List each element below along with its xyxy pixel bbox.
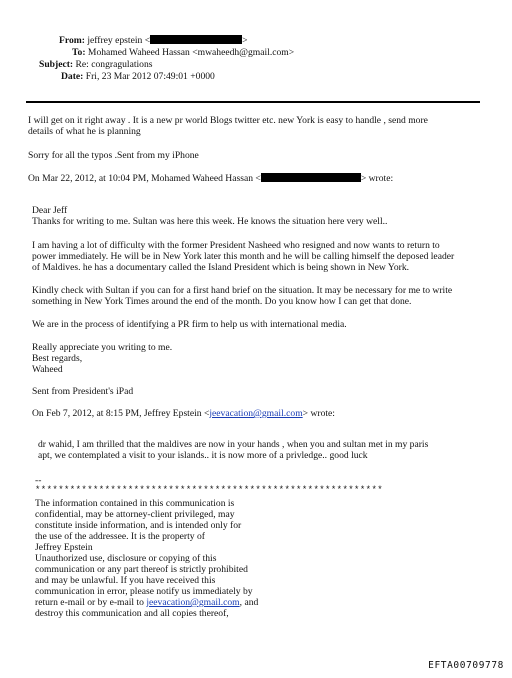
header-divider — [26, 101, 480, 103]
separator-dashes: -- — [35, 475, 42, 486]
epstein-body-line-2: apt, we contemplated a visit to your islands.. it is now more of a privledge.. good luck — [38, 450, 368, 461]
closing-line-1: Really appreciate you writing to me. — [32, 342, 173, 353]
to-value: Mohamed Waheed Hassan <mwaheedh@gmail.com> — [87, 47, 295, 58]
disclaimer-line: confidential, may be attorney-client privileged, may — [35, 509, 235, 520]
disclaimer-link-post: , and — [239, 597, 259, 608]
date-row — [61, 71, 215, 83]
redaction-bar — [261, 173, 361, 182]
epstein-body-line-1: dr wahid, I am thrilled that the maldives are now in your hands , when you and sultan met in my paris — [38, 439, 429, 450]
disclaimer-line: and may be unlawful. If you have received this — [35, 575, 216, 586]
epstein-quote-intro — [32, 408, 484, 419]
quote-intro — [28, 173, 480, 184]
closing-line-2: Best regards, — [32, 353, 83, 364]
separator-stars: ************************************************************ — [35, 485, 384, 495]
date-value: Fri, 23 Mar 2012 07:49:01 +0000 — [85, 71, 215, 82]
disclaimer-final-line: destroy this communication and all copies thereof, — [35, 608, 229, 619]
epstein-intro-post: > wrote: — [302, 408, 335, 419]
closing-line-3: Waheed — [32, 364, 63, 375]
reply-line-1: I will get on it right away . It is a new pr world Blogs twitter etc. new York is easy to handle , send more — [28, 115, 428, 126]
disclaimer-line: Jeffrey Epstein — [35, 542, 93, 553]
subject-label: Subject: — [39, 59, 74, 70]
subject-row — [39, 59, 153, 71]
paragraph-2-line-3: of Maldives. he has a documentary called the Island President which is being shown in New York. — [32, 262, 410, 273]
email-link[interactable]: jeevacation@gmail.com — [146, 597, 240, 608]
paragraph-2-line-1: I am having a lot of difficulty with the former President Nasheed who resigned and now wants to return to — [32, 240, 440, 251]
document-id: EFTA00709778 — [428, 660, 504, 671]
paragraph-4: We are in the process of identifying a PR firm to help us with international media. — [32, 319, 347, 330]
reply-line-2: details of what he is planning — [28, 126, 141, 137]
greeting: Dear Jeff — [32, 205, 68, 216]
paragraph-3-line-2: something in New York Times around the end of the month. Do you know how I can get that done. — [32, 296, 412, 307]
email-link[interactable]: jeevacation@gmail.com — [209, 408, 303, 419]
subject-value: Re: congragulations — [75, 59, 153, 70]
from-row — [59, 35, 248, 47]
to-label: To: — [72, 47, 86, 58]
paragraph-1: Thanks for writing to me. Sultan was here this week. He knows the situation here very well.. — [32, 216, 388, 227]
disclaimer-line: The information contained in this communication is — [35, 498, 235, 509]
paragraph-2-line-2: power immediately. He will be in New York later this month and he will be calling himself the deposed leader — [32, 251, 455, 262]
disclaimer-line: Unauthorized use, disclosure or copying of this — [35, 553, 217, 564]
from-label: From: — [59, 35, 85, 46]
from-tail: > — [242, 35, 248, 46]
disclaimer-line: communication in error, please notify us immediately by — [35, 586, 253, 597]
quote-intro-post: > wrote: — [360, 173, 394, 184]
epstein-intro-pre: On Feb 7, 2012, at 8:15 PM, Jeffrey Epstein < — [32, 408, 210, 419]
disclaimer-line: communication or any part thereof is strictly prohibited — [35, 564, 248, 575]
redaction-bar — [150, 35, 242, 44]
reply-signature: Sorry for all the typos .Sent from my iPhone — [28, 150, 199, 161]
quote-intro-pre: On Mar 22, 2012, at 10:04 PM, Mohamed Waheed Hassan < — [28, 173, 261, 184]
sent-from: Sent from President's iPad — [32, 386, 134, 397]
disclaimer-line: the use of the addressee. It is the property of — [35, 531, 205, 542]
from-value: jeffrey epstein < — [87, 35, 151, 46]
disclaimer-link-pre: return e-mail or by e-mail to — [35, 597, 147, 608]
to-row — [72, 47, 294, 59]
paragraph-3-line-1: Kindly check with Sultan if you can for a first hand brief on the situation. It may be necessary for me to write — [32, 285, 453, 296]
disclaimer-line: constitute inside information, and is intended only for — [35, 520, 242, 531]
disclaimer-link-line — [35, 597, 487, 608]
date-label: Date: — [61, 71, 84, 82]
